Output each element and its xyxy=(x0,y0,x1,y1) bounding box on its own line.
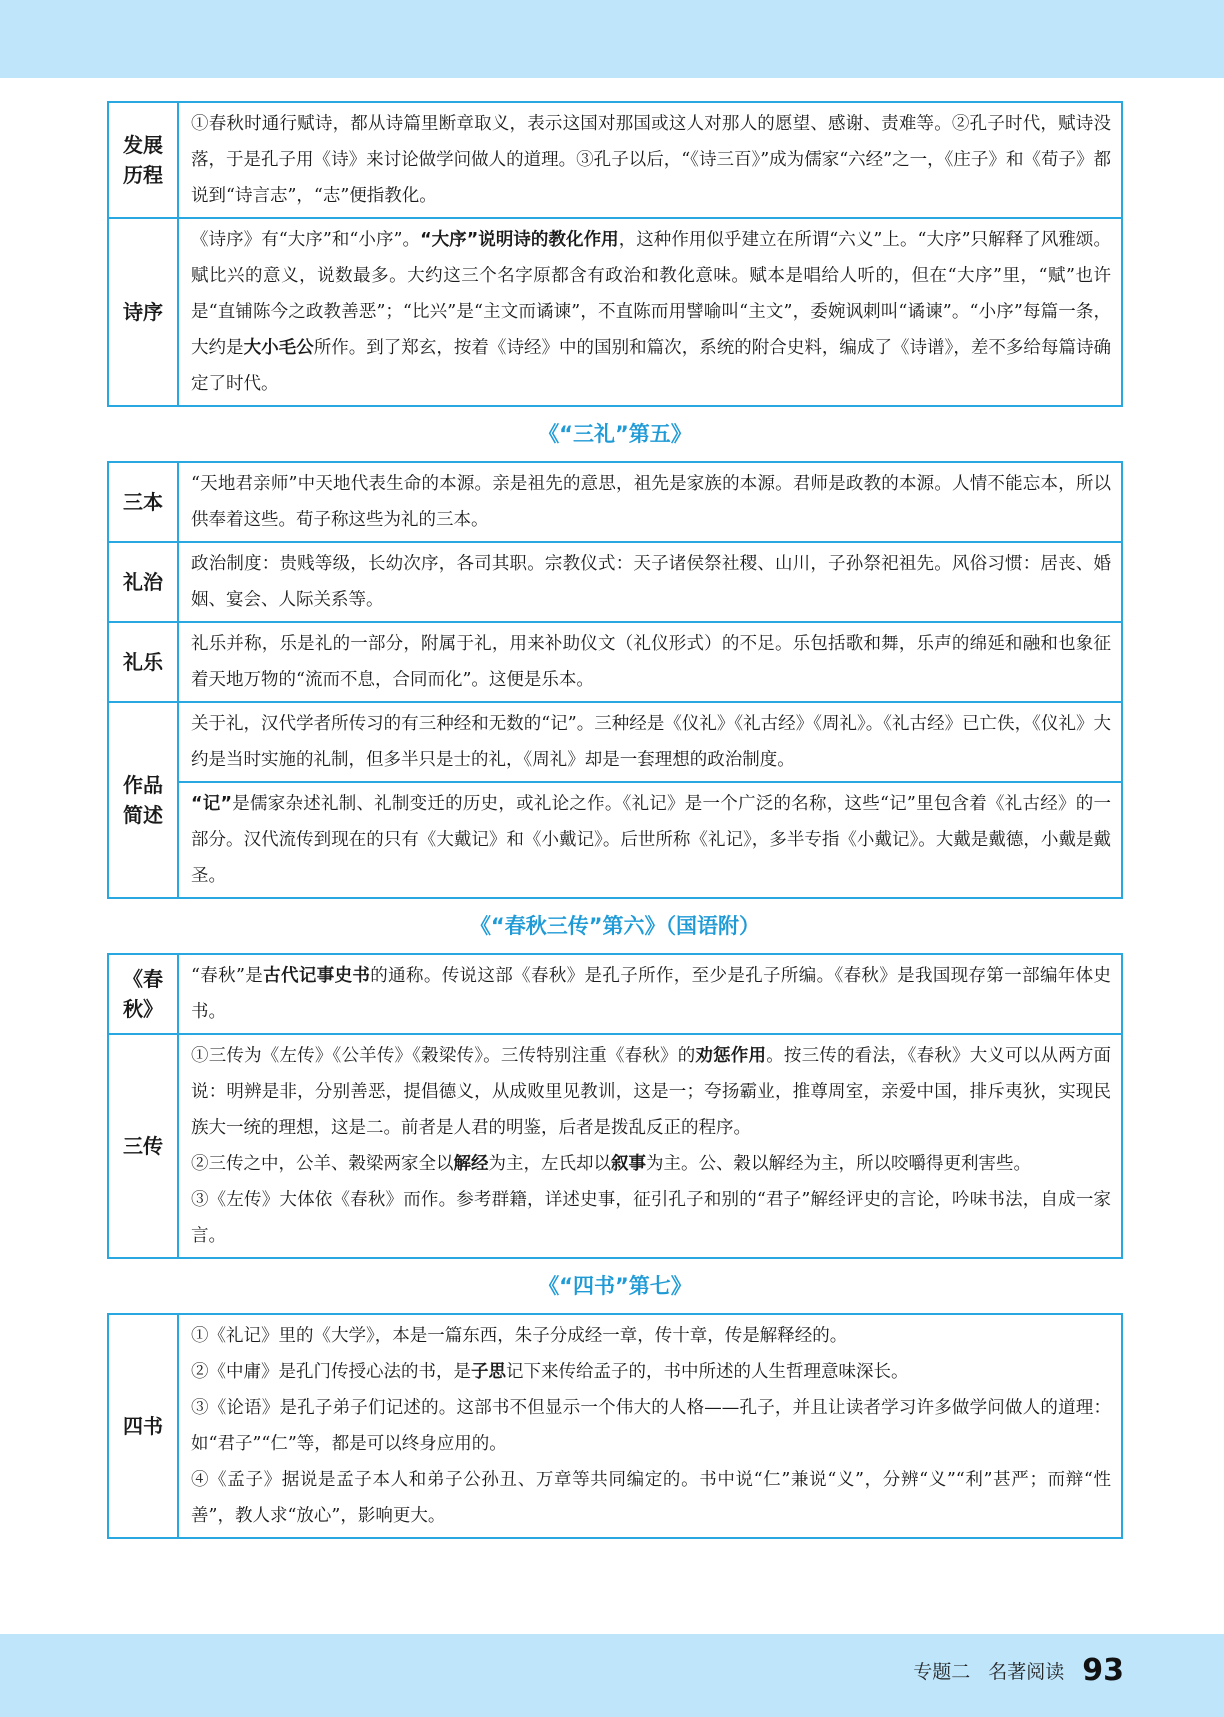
section-title-sanli: 《“三礼”第五》 xyxy=(538,422,692,446)
row-paragraph xyxy=(191,783,1111,897)
table-row xyxy=(108,218,1122,406)
text-run: ①三传为《左传》《公羊传》《穀梁传》。三传特别注重《春秋》的 xyxy=(191,1046,696,1066)
row-paragraph: ①《礼记》里的《大学》，本是一篇东西，朱子分成经一章，传十章，传是解释经的。 xyxy=(191,1326,848,1346)
row-label-fazhan xyxy=(108,102,178,218)
row-paragraph: ④《孟子》据说是孟子本人和弟子公孙丑、万章等共同编定的。书中说“仁”兼说“义”，分辨“义”“利”甚严；而辩“性善”，教人求“放心”，影响更大。 xyxy=(191,1470,1111,1526)
row-text xyxy=(178,954,1122,1034)
row-label-text: 礼治 xyxy=(123,570,163,594)
shi-table xyxy=(107,101,1123,407)
row-paragraph xyxy=(191,1038,1111,1146)
section-title-sishu: 《“四书”第七》 xyxy=(538,1274,692,1298)
row-text xyxy=(178,702,1122,898)
text-run: 所作。到了郑玄，按着《诗经》中的国别和篇次，系统的附合史料，编成了《诗谱》，差不多给每篇诗确定了时代。 xyxy=(191,338,1112,394)
row-paragraph: ③《左传》大体依《春秋》而作。参考群籍，详述史事，征引孔子和别的“君子”解经评史的言论，吟味书法，自成一家言。 xyxy=(191,1190,1111,1246)
row-label-sanzhuan xyxy=(108,1034,178,1258)
section-title-chunqiu: 《“春秋三传”第六》（国语附） xyxy=(469,914,761,938)
text-run: 《诗序》有“大序”和“小序”。 xyxy=(191,230,421,250)
row-paragraph xyxy=(191,1354,1111,1390)
table-row xyxy=(108,542,1122,622)
text-run: 记下来传给孟子的，书中所述的人生哲理意味深长。 xyxy=(506,1362,909,1382)
header-band xyxy=(0,0,1224,78)
table-row xyxy=(108,622,1122,702)
text-run: “春秋”是 xyxy=(191,966,264,986)
row-label-sishu xyxy=(108,1314,178,1538)
bold-term: 解经 xyxy=(453,1154,489,1174)
row-paragraph xyxy=(191,222,1111,402)
bold-term: 劝惩作用 xyxy=(695,1046,767,1066)
page-number: 93 xyxy=(1082,1652,1124,1688)
row-text xyxy=(178,542,1122,622)
footer-chapter: 专题二 xyxy=(913,1660,971,1683)
table-row xyxy=(108,702,1122,898)
row-label-text: 诗序 xyxy=(123,300,163,324)
bold-term: “记” xyxy=(191,794,232,814)
row-label-text: 作品 简述 xyxy=(123,773,163,827)
row-text xyxy=(178,1314,1122,1538)
text-run: 。按三传的看法，《春秋》大义可以从两方面说：明辨是非，分别善恶，提倡德义，从成败里见教训，这是一；夸扬霸业，推尊周室，亲爱中国，排斥夷狄，实现民族大一统的理想，这是二。前者是人君的明鉴，后者是拨乱反正的程序。 xyxy=(191,1046,1112,1138)
row-label-liyue xyxy=(108,622,178,702)
row-paragraph: “天地君亲师”中天地代表生命的本源。亲是祖先的意思，祖先是家族的本源。君师是政教的本源。人情不能忘本，所以供奉着这些。荀子称这些为礼的三本。 xyxy=(191,474,1111,530)
row-label-zuopin xyxy=(108,702,178,898)
row-paragraph: ①春秋时通行赋诗，都从诗篇里断章取义，表示这国对那国或这人对那人的愿望、感谢、责难等。②孔子时代，赋诗没落，于是孔子用《诗》来讨论做学问做人的道理。③孔子以后，“《诗三百》”成为儒家“六经”之一，《庄子》和《荀子》都说到“诗言志”，“志”便指教化。 xyxy=(191,114,1111,206)
bold-term: 古代记事史书 xyxy=(263,966,371,986)
row-label-chunqiu xyxy=(108,954,178,1034)
bold-term: “大序”说明诗的教化作用 xyxy=(420,230,619,250)
bold-term: 叙事 xyxy=(611,1154,646,1174)
row-paragraph: ③《论语》是孔子弟子们记述的。这部书不但显示一个伟大的人格——孔子，并且让读者学习许多做学问做人的道理：如“君子”“仁”等，都是可以终身应用的。 xyxy=(191,1398,1111,1454)
text-run: ，这种作用似乎建立在所谓“六义”上。“大序”只解释了风雅颂。赋比兴的意义，说数最多。大约这三个名字原都含有政治和教化意味。赋本是唱给人听的，但在“大序”里，“赋”也许是“直铺陈今之政教善恶”；“比兴”是“主文而谲谏”，不直陈而用譬喻叫“主文”，委婉讽刺叫“谲谏”。“小序”每篇一条，大约是 xyxy=(191,230,1111,358)
text-run: ②《中庸》是孔门传授心法的书，是 xyxy=(191,1362,471,1382)
row-label-text: 发展 历程 xyxy=(123,133,163,187)
row-text xyxy=(178,622,1122,702)
chunqiu-table xyxy=(107,953,1123,1259)
table-row xyxy=(108,1034,1122,1258)
row-paragraph: 关于礼，汉代学者所传习的有三种经和无数的“记”。三种经是《仪礼》《礼古经》《周礼》。《礼古经》已亡佚，《仪礼》大约是当时实施的礼制，但多半只是士的礼，《周礼》却是一套理想的政治制度。 xyxy=(179,703,1121,783)
text-run: 为主，左氏却以 xyxy=(488,1154,611,1174)
li-table xyxy=(107,461,1123,899)
text-run: 的通称。传说这部《春秋》是孔子所作，至少是孔子所编。《春秋》是我国现存第一部编年体史书。 xyxy=(191,966,1112,1022)
page-footer xyxy=(913,1646,1124,1694)
row-text xyxy=(178,1034,1122,1258)
row-label-sanben xyxy=(108,462,178,542)
sishu-table xyxy=(107,1313,1123,1539)
row-label-shixu xyxy=(108,218,178,406)
bold-term: 子思 xyxy=(471,1362,506,1382)
row-paragraph xyxy=(191,1146,1111,1182)
row-text xyxy=(178,218,1122,406)
row-label-text: 四书 xyxy=(123,1414,163,1438)
row-text xyxy=(178,462,1122,542)
bold-term: 大小毛公 xyxy=(243,338,314,358)
table-row xyxy=(108,462,1122,542)
row-label-text: 三本 xyxy=(123,490,163,514)
row-text xyxy=(178,102,1122,218)
text-run: 为主。公、穀以解经为主，所以咬嚼得更利害些。 xyxy=(646,1154,1031,1174)
row-label-text: 《春 秋》 xyxy=(123,967,163,1021)
row-paragraph: 礼乐并称，乐是礼的一部分，附属于礼，用来补助仪文（礼仪形式）的不足。乐包括歌和舞，乐声的绵延和融和也象征着天地万物的“流而不息，合同而化”。这便是乐本。 xyxy=(191,634,1111,690)
page-content xyxy=(107,101,1123,1539)
table-row xyxy=(108,954,1122,1034)
row-label-text: 三传 xyxy=(123,1134,163,1158)
text-run: ②三传之中，公羊、穀梁两家全以 xyxy=(191,1154,454,1174)
row-label-text: 礼乐 xyxy=(123,650,163,674)
table-row xyxy=(108,1314,1122,1538)
row-label-lizhi xyxy=(108,542,178,622)
footer-section: 名著阅读 xyxy=(988,1660,1065,1683)
text-run: 是儒家杂述礼制、礼制变迁的历史，或礼论之作。《礼记》是一个广泛的名称，这些“记”里包含着《礼古经》的一部分。汉代流传到现在的只有《大戴记》和《小戴记》。后世所称《礼记》，多半专指《小戴记》。大戴是戴德，小戴是戴圣。 xyxy=(191,794,1111,886)
table-row xyxy=(108,102,1122,218)
row-paragraph xyxy=(191,958,1111,1030)
row-paragraph: 政治制度：贵贱等级，长幼次序，各司其职。宗教仪式：天子诸侯祭社稷、山川，子孙祭祀祖先。风俗习惯：居丧、婚姻、宴会、人际关系等。 xyxy=(191,554,1111,610)
